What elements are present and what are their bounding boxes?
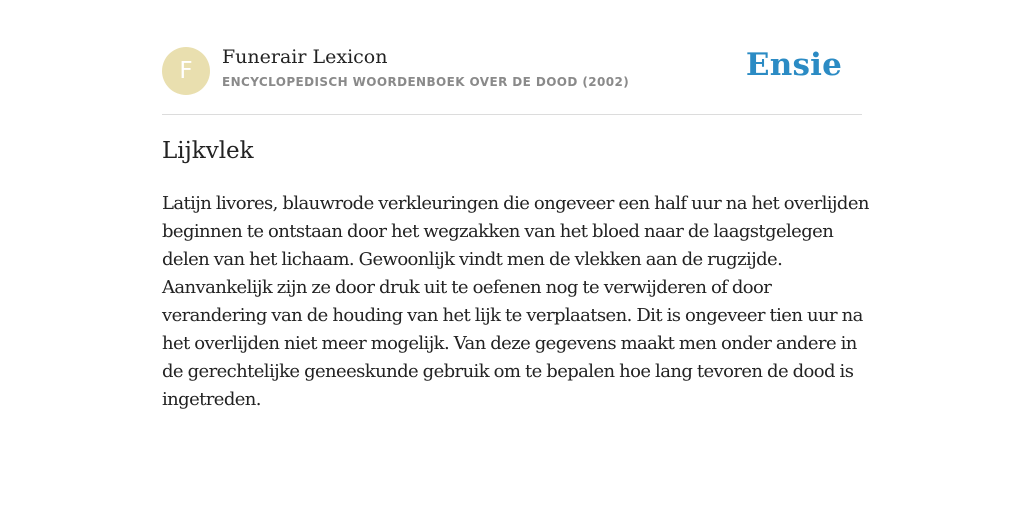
source-avatar[interactable]: F [162,47,210,95]
source-subtitle: ENCYCLOPEDISCH WOORDENBOEK OVER DE DOOD (2002) [222,75,630,89]
source-title[interactable]: Funerair Lexicon [222,46,388,68]
ensie-logo[interactable]: Ensie [745,47,842,83]
entry-body: Latijn livores, blauwrode verkleuringen die ongeveer een half uur na het overlijden beginnen te ontstaan door het wegzakken van het bloed naar de laagstgelegen delen van het lichaam. Gewoonlijk vindt men de vlekken aan de rugzijde. Aanvankelijk zijn ze door druk uit te oefenen nog te verwijderen of door verandering van de houding van het lijk te verplaatsen. Dit is ongeveer tien uur na het overlijden niet meer mogelijk. Van deze gegevens maakt men onder andere in de gerechtelijke geneeskunde gebruik om te bepalen hoe lang tevoren de dood is ingetreden. [162,193,869,410]
source-header [162,0,862,115]
entry-card [162,0,869,410]
entry-title: Lijkvlek [162,138,254,164]
